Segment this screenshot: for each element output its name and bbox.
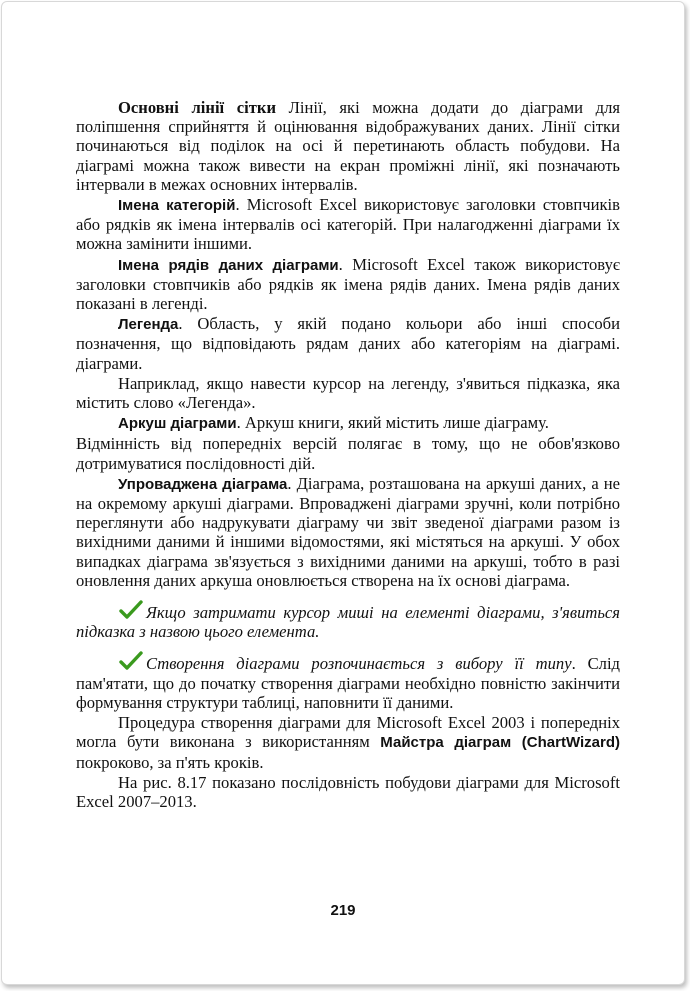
paragraph-legend <box>76 314 620 373</box>
paragraph-text: Наприклад, якщо навести курсор на легенду, з'явиться підказка, яка містить слово «Легенда». <box>76 373 620 413</box>
paragraph-text: . Діаграма, розташована на аркуші даних, а не на окремому аркуші діаграми. Впроваджені діаграми зручні, коли потрібно переглянути або надрукувати діаграму чи звіт зведеної діаграми разом із вихідними даними й іншими відомостями, які містяться на аркуші. У обох випадках діаграма зв'язується з вихідними даними на аркуші, тобто в разі оновлення даних аркуша оновлюється створена на їх основі діаграма. <box>76 473 621 590</box>
term-gridlines: Основні лінії сітки <box>118 98 277 117</box>
term-chart-sheet: Аркуш діаграми <box>118 415 237 433</box>
paragraph-difference <box>76 434 620 472</box>
checkmark-icon <box>118 651 144 671</box>
paragraph-figure-ref <box>76 773 620 811</box>
note-text: Якщо затримати курсор миші на елементі діаграми, з'явиться підказка з назвою цього елемента. <box>76 603 620 642</box>
term-chart-wizard: Майстра діаграм (ChartWizard) <box>380 734 620 752</box>
paragraph-text: . Область, у якій подано кольори або інші способи позначення, що відповідають рядам даних або категоріям на діаграмі. діаграми. <box>76 314 620 373</box>
term-embedded-chart: Упроваджена діаграма <box>118 475 288 493</box>
checkmark-icon <box>118 600 144 620</box>
paragraph-chart-sheet <box>76 413 620 433</box>
paragraph-legend-example <box>76 374 620 412</box>
page-body <box>76 98 620 812</box>
paragraph-chart-wizard <box>76 713 620 772</box>
note-text: . Слід пам'ятати, що до початку створення діаграми необхідно повністю закінчити формування структури таблиці, наповнити її даними. <box>76 654 620 712</box>
term-category-names: Імена категорій <box>118 197 236 215</box>
note-italic-text: Створення діаграми розпочинається з вибору її типу <box>146 654 572 674</box>
paragraph-text: Відмінність від попередніх версій полягає в тому, що не обов'язково дотримуватися послідовності дій. <box>76 434 620 473</box>
paragraph-text: Лінії, які можна додати до діаграми для поліпшення сприйняття й оцінювання відображуваних даних. Лінії сітки починаються від поділок на осі й перетинають область побудови. На діаграмі можна також вивести на екран проміжні лінії, які позначають інтервали в межах основних інтервалів. <box>76 98 620 194</box>
paragraph-text: На рис. 8.17 показано послідовність побудови діаграми для Microsoft Excel 2007–2013. <box>76 772 620 811</box>
paragraph-text: . Microsoft Excel використовує заголовки стовпчиків або рядків як імена інтервалів осі категорій. При налагодженні діаграми їх можна замінити іншими. <box>76 195 620 254</box>
paragraph-text: Процедура створення діаграми для Microsoft Excel 2003 і попередніх могла бути виконана з використанням <box>76 713 620 752</box>
document-page <box>1 1 685 985</box>
paragraph-gridlines <box>76 98 620 194</box>
paragraph-series-names <box>76 255 620 314</box>
paragraph-text-after: покроково, за п'ять кроків. <box>76 752 264 772</box>
term-series-names: Імена рядів даних діаграми <box>118 256 339 274</box>
note-chart-type <box>76 651 620 712</box>
note-tooltip <box>76 600 620 641</box>
term-legend: Легенда <box>118 316 179 334</box>
paragraph-embedded-chart <box>76 474 620 590</box>
paragraph-text: . Аркуш книги, який містить лише діаграму. <box>236 413 549 433</box>
page-number: 219 <box>330 902 356 919</box>
paragraph-category-names <box>76 195 620 254</box>
paragraph-text: . Microsoft Excel також використовує заголовки стовпчиків або рядків як імена рядів даних. Імена рядів даних показані в легенді. <box>76 254 620 314</box>
